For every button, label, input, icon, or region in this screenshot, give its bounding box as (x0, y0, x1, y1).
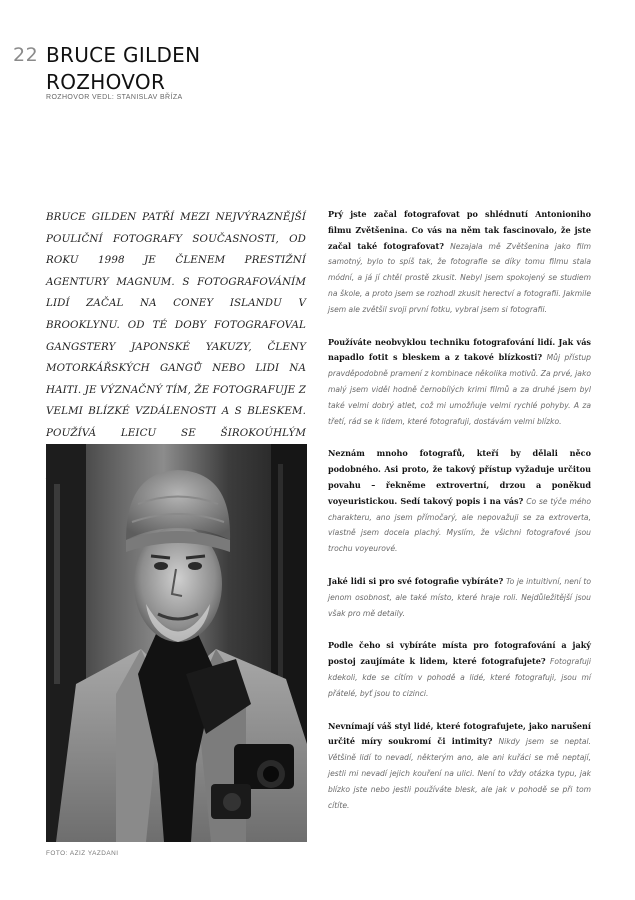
qa-item (328, 574, 591, 621)
qa-item (328, 719, 591, 814)
page-title (46, 42, 200, 96)
answer: Nikdy jsem se neptal. Většině lidí to nevadí, některým ano, ale ani kuřáci se mě neptají, jestli mi nevadí jejich kouření na ulici. Není to vždy otázka typu, jak blízko jste nebo jestli používáte blesk, ale jak v pohodě se při tom cítíte. (328, 737, 592, 810)
answer: Fotografuji kdekoli, kde se cítím v pohodě a lidé, které fotografuji, jsou mí přátelé, byť jsou to cizinci. (328, 657, 591, 698)
answer: Co se týče mého charakteru, ano jsem přímočarý, ale nepovažuji se za extroverta, vlastně jsem docela plachý. Myslím, že všichni fotografové jsou trochu voyeurové. (328, 496, 592, 554)
portrait-illustration (46, 444, 307, 842)
qa-item (328, 446, 591, 557)
intro-paragraph: BRUCE GILDEN PATŘÍ MEZI NEJVÝRAZNĚJŠÍ POULIČNÍ FOTOGRAFY SOUČASNOSTI, OD ROKU 1998 JE ČLENEM PRESTIŽNÍ AGENTURY MAGNUM. S FOTOGRAFOVÁNÍM LIDÍ ZAČAL NA CONEY ISLANDU V BROOKLYNU. OD TÉ DOBY FOTOGRAFOVAL GANGSTERY JAPONSKÉ YAKUZY, ČLENY MOTORKÁŘSKÝCH GANGŮ NEBO LIDI NA HAITI. JE VÝZNAČNÝ TÍM, ŽE FOTOGRAFUJE Z VELMI BLÍZKÉ VZDÁLENOSTI A S BLESKEM. POUŽÍVÁ LEICU SE ŠIROKOÚHLÝM (46, 211, 306, 439)
byline: ROZHOVOR VEDL: STANISLAV BŘÍZA (46, 94, 183, 101)
answer: Můj přístup pravděpodobně pramení z kombinace několika motivů. Za prvé, jako malý jsem viděl hodně černobílých krimi filmů a za druhé jsem byl také velmi dobrý atlet, což mi umožňuje velmi rychlé pohyby. A za třetí, rád se k lidem, které fotografuji, dostávám velmi blízko. (328, 353, 591, 426)
page-number: 22 (13, 44, 39, 66)
question: Jaké lidi si pro své fotografie vybíráte? (328, 575, 504, 586)
title-line-name: BRUCE GILDEN (46, 43, 201, 67)
answer: To je intuitivní, není to jenom osobnost, ale také místo, které hraje roli. Nejdůležitější jsou však pro mě detaily. (328, 576, 591, 618)
question: Nevnímají váš styl lidé, které fotografujete, jako narušení určité míry soukromí či intimity? (328, 720, 591, 747)
qa-item (328, 335, 591, 430)
question: Prý jste začal fotografovat po shlédnutí Antonioniho filmu Zvětšenina. Co vás na něm tak fascinovalo, že jste začal také fotografovat? (328, 209, 591, 251)
question: Podle čeho si vybíráte místa pro fotografování a jaký postoj zaujímáte k lidem, které fotografujete? (328, 640, 591, 667)
question: Neznám mnoho fotografů, kteří by dělali něco podobného. Asi proto, že takový přístup vyžaduje určitou povahu – řekněme extrovertní, drzou a poněkud voyeuristickou. Sedí takový popis i na vás? (328, 448, 591, 506)
photo-credit: FOTO: AZIZ YAZDANI (46, 850, 119, 857)
qa-item (328, 638, 591, 701)
answer: Nezajala mě Zvětšenina jako film samotný, bylo to spíš tak, že fotografie se díky tomu filmu stala módní, a já jí chtěl prostě zkusit. Nebyl jsem spokojený se studiem na škole, a proto jsem se rozhodl zkusit herectví a fotografii. Jakmile jsem ale zvětšil svoji první fotku, vybral jsem si fotografii. (328, 241, 591, 314)
question: Používáte neobvyklou techniku fotografování lidí. Jak vás napadlo fotit s bleskem a z takové blízkosti? (328, 336, 591, 363)
portrait-photo (46, 444, 307, 842)
qa-item (328, 207, 591, 318)
interview-column (328, 207, 591, 830)
title-line-interview: ROZHOVOR (46, 70, 166, 94)
